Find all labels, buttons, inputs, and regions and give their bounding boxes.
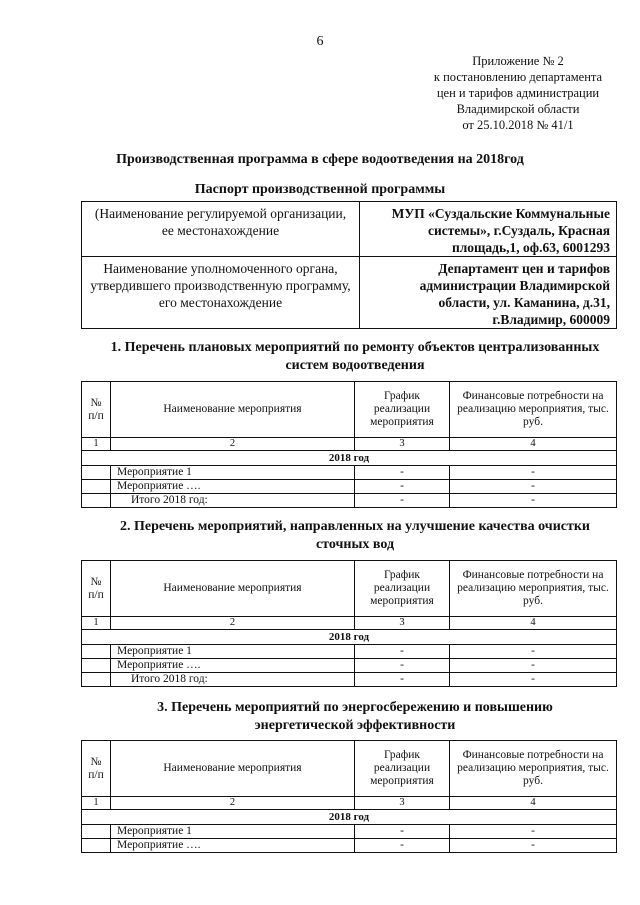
row-number [82,839,111,853]
column-number: 2 [111,438,355,451]
row-number [82,466,111,480]
measure-schedule: - [355,480,450,494]
header-finance: Финансовые потребности на реализацию мероприятия, тыс. руб. [450,741,617,797]
column-number: 3 [355,438,450,451]
section-2-table [81,560,617,687]
total-row [82,494,617,508]
column-number-row [82,438,617,451]
section-1-table [81,381,617,508]
measure-schedule: - [355,466,450,480]
measure-finance: - [450,839,617,853]
appendix-line: Приложение № 2 [472,54,564,68]
section-3-table [81,740,617,853]
header-schedule: График реализации мероприятия [355,561,450,617]
header-number: № п/п [82,382,111,438]
column-number: 1 [82,438,111,451]
column-number: 1 [82,617,111,630]
measure-name: Мероприятие 1 [111,825,355,839]
passport-value: Департамент цен и тарифов администрации Владимирской области, ул. Каманина, д.31, г.Владимир, 600009 [360,257,617,329]
passport-label: Наименование уполномоченного органа, утвердившего производственную программу, его местонахождение [82,257,360,329]
appendix-block [418,53,618,133]
measure-name: Мероприятие 1 [111,466,355,480]
measure-schedule: - [355,825,450,839]
table-row [82,466,617,480]
column-number-row [82,617,617,630]
section-title-line: 2. Перечень мероприятий, направленных на улучшение качества очистки [119,519,590,534]
header-name: Наименование мероприятия [111,561,355,617]
column-number: 2 [111,617,355,630]
column-number: 4 [450,617,617,630]
measure-name: Мероприятие 1 [111,645,355,659]
header-schedule: График реализации мероприятия [355,741,450,797]
measure-name: Мероприятие …. [111,659,355,673]
measure-name: Мероприятие …. [111,839,355,853]
measure-schedule: - [355,645,450,659]
passport-label: (Наименование регулируемой организации, ее местонахождение [82,202,360,257]
column-number: 4 [450,438,617,451]
passport-value: МУП «Суздальские Коммунальные системы», г.Суздаль, Красная площадь,1, оф.63, 6001293 [360,202,617,257]
table-header-row [82,741,617,797]
header-name: Наименование мероприятия [111,741,355,797]
total-schedule: - [355,673,450,687]
section-title-line: 1. Перечень плановых мероприятий по ремонту объектов централизованных [110,340,600,355]
header-number: № п/п [82,561,111,617]
column-number: 3 [355,617,450,630]
table-row [82,839,617,853]
page-number: 6 [316,34,324,49]
appendix-line: от 25.10.2018 № 41/1 [462,118,574,132]
measure-name: Мероприятие …. [111,480,355,494]
measure-finance: - [450,645,617,659]
table-header-row [82,561,617,617]
table-header-row [82,382,617,438]
passport-row [82,202,617,257]
row-number [82,480,111,494]
measure-schedule: - [355,659,450,673]
appendix-line: Владимирской области [456,102,580,116]
column-number: 2 [111,797,355,810]
row-number [82,645,111,659]
column-number: 4 [450,797,617,810]
header-finance: Финансовые потребности на реализацию мероприятия, тыс. руб. [450,561,617,617]
header-schedule: График реализации мероприятия [355,382,450,438]
year-row [82,810,617,825]
measure-finance: - [450,659,617,673]
measure-finance: - [450,466,617,480]
header-number: № п/п [82,741,111,797]
header-name: Наименование мероприятия [111,382,355,438]
section-3-title [95,699,615,735]
passport-row [82,257,617,329]
row-number [82,494,111,508]
total-label: Итого 2018 год: [111,494,355,508]
year-row [82,451,617,466]
year-label: 2018 год [82,630,617,645]
section-2-title [95,518,615,554]
appendix-line: цен и тарифов администрации [436,86,600,100]
total-finance: - [450,673,617,687]
table-row [82,659,617,673]
measure-finance: - [450,480,617,494]
row-number [82,659,111,673]
year-row [82,630,617,645]
total-row [82,673,617,687]
passport-title: Паспорт производственной программы [194,182,446,197]
table-row [82,825,617,839]
section-title-line: энергетической эффективности [254,718,456,733]
year-label: 2018 год [82,810,617,825]
header-finance: Финансовые потребности на реализацию мероприятия, тыс. руб. [450,382,617,438]
table-row [82,480,617,494]
appendix-line: к постановлению департамента [433,70,603,84]
total-label: Итого 2018 год: [111,673,355,687]
section-title-line: систем водоотведения [285,358,425,373]
measure-schedule: - [355,839,450,853]
passport-table [81,201,617,329]
document-title: Производственная программа в сфере водоотведения на 2018год [116,152,524,167]
section-1-title [95,339,615,375]
measure-finance: - [450,825,617,839]
column-number: 1 [82,797,111,810]
table-row [82,645,617,659]
row-number [82,825,111,839]
column-number: 3 [355,797,450,810]
section-title-line: 3. Перечень мероприятий по энергосбережению и повышению [157,700,553,715]
row-number [82,673,111,687]
total-schedule: - [355,494,450,508]
total-finance: - [450,494,617,508]
year-label: 2018 год [82,451,617,466]
section-title-line: сточных вод [315,537,395,552]
column-number-row [82,797,617,810]
